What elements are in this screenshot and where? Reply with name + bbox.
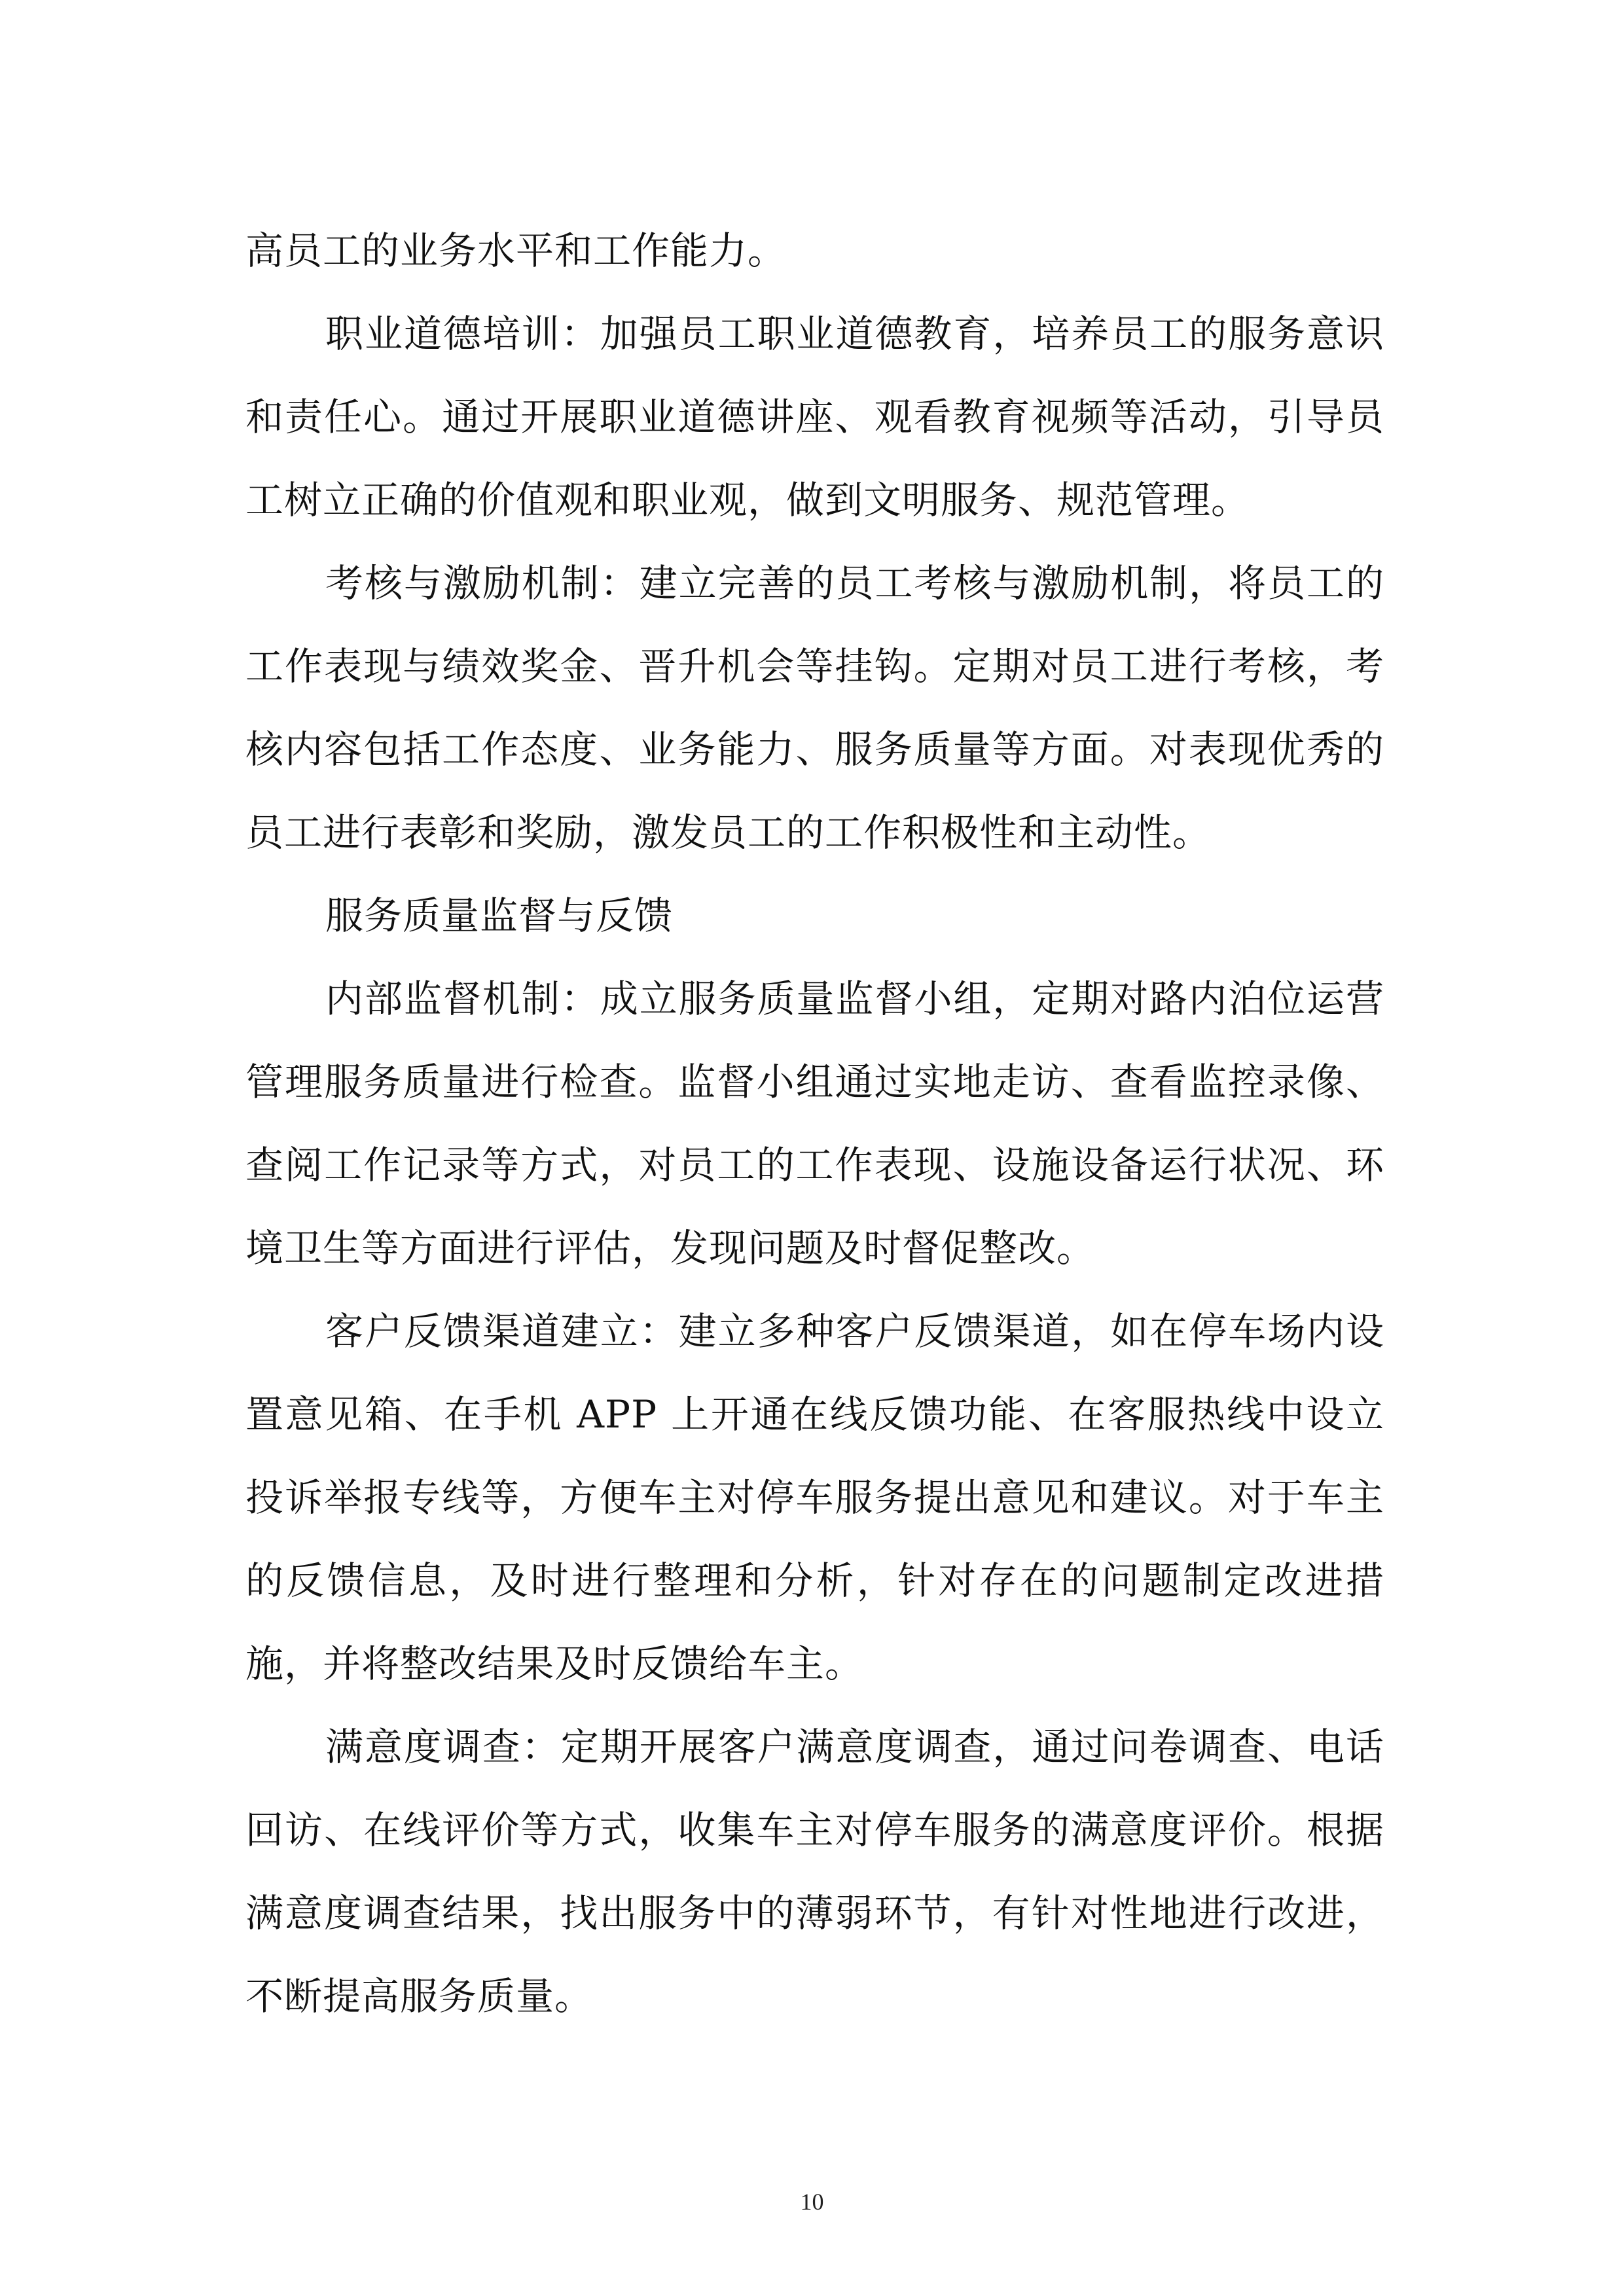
paragraph-satisfaction-survey: 满意度调查：定期开展客户满意度调查，通过问卷调查、电话回访、在线评价等方式，收集车主对停车服务的满意度评价。根据满意度调查结果，找出服务中的薄弱环节，有针对性地进行改进，不断提高服务质量。: [245, 1725, 1384, 2018]
paragraph-ethics-training: 职业道德培训：加强员工职业道德教育，培养员工的服务意识和责任心。通过开展职业道德讲座、观看教育视频等活动，引导员工树立正确的价值观和职业观，做到文明服务、规范管理。: [245, 312, 1384, 522]
page-number: 10: [800, 2189, 824, 2215]
paragraph-internal-supervision: 内部监督机制：成立服务质量监督小组，定期对路内泊位运营管理服务质量进行检查。监督小组通过实地走访、查看监控录像、查阅工作记录等方式，对员工的工作表现、设施设备运行状况、环境卫生等方面进行评估，发现问题及时督促整改。: [245, 977, 1384, 1270]
paragraph-customer-feedback: 客户反馈渠道建立：建立多种客户反馈渠道，如在停车场内设置意见箱、在手机 APP 上开通在线反馈功能、在客服热线中设立投诉举报专线等，方便车主对停车服务提出意见和建议。对于车主的反馈信息，及时进行整理和分析，针对存在的问题制定改进措施，并将整改结果及时反馈给车主。: [245, 1309, 1384, 1686]
section-heading-quality-supervision: 服务质量监督与反馈: [325, 893, 674, 938]
paragraph-continuation: 高员工的业务水平和工作能力。: [245, 228, 787, 273]
paragraph-assessment-incentive: 考核与激励机制：建立完善的员工考核与激励机制，将员工的工作表现与绩效奖金、晋升机会等挂钩。定期对员工进行考核，考核内容包括工作态度、业务能力、服务质量等方面。对表现优秀的员工进行表彰和奖励，激发员工的工作积极性和主动性。: [245, 561, 1384, 855]
document-body: [245, 209, 1384, 2038]
